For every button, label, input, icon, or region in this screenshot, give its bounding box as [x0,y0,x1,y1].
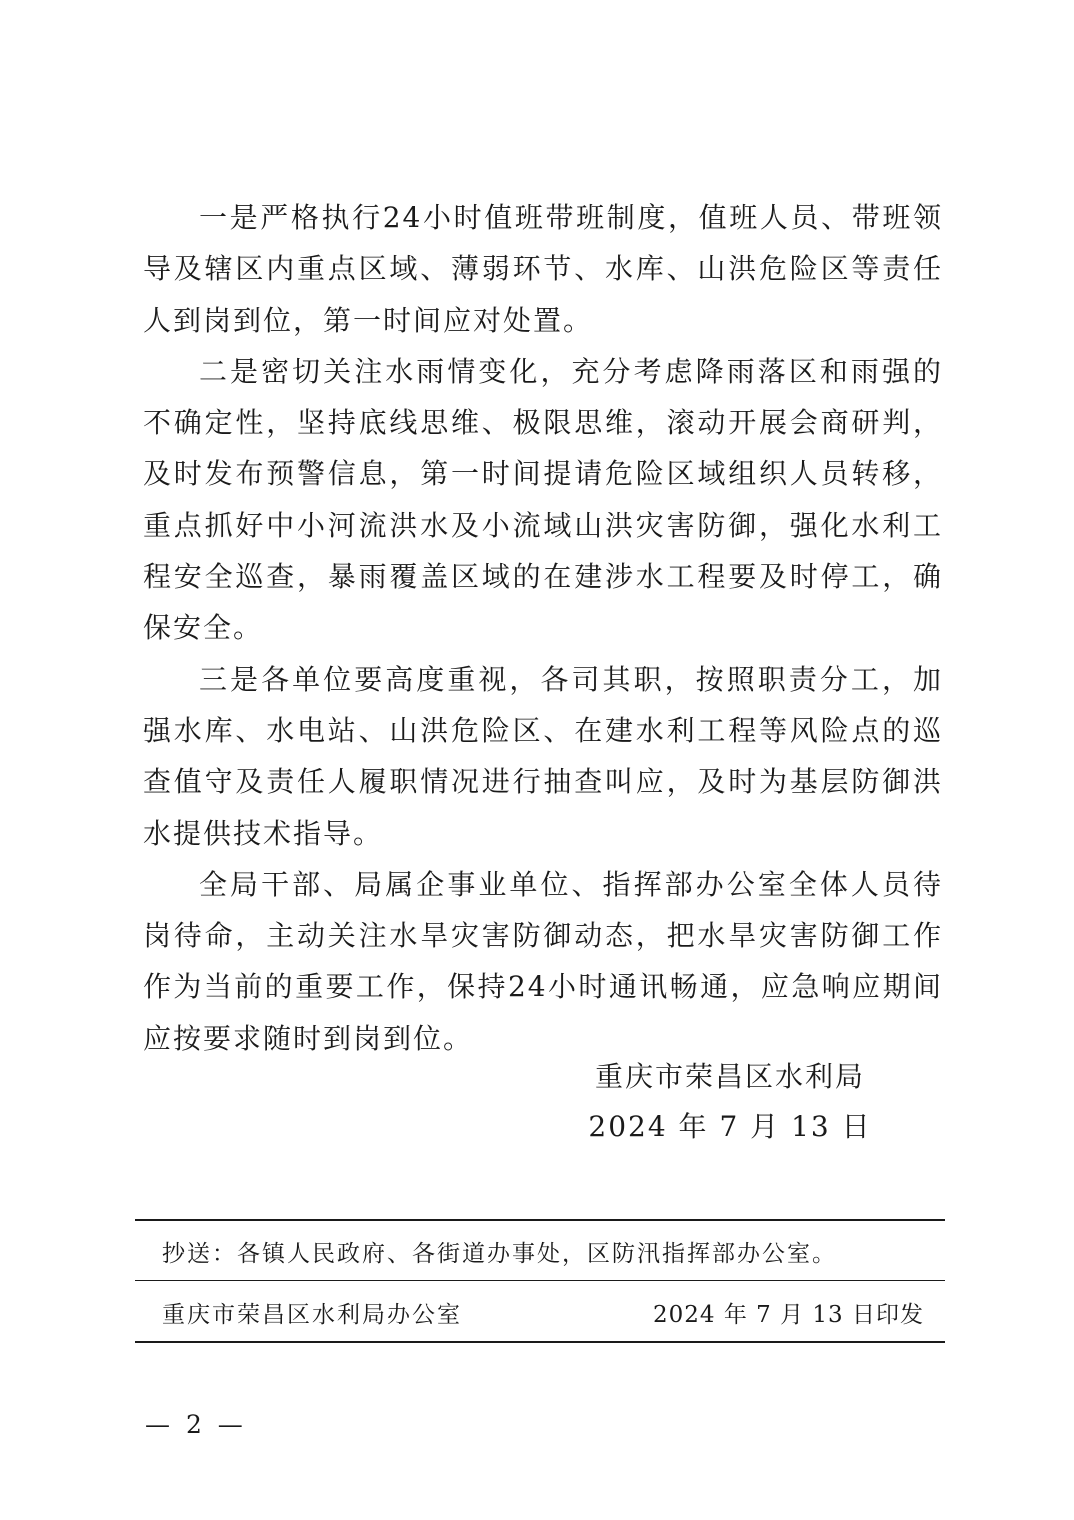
issuing-office: 重庆市荣昌区水利局办公室 [162,1302,462,1328]
paragraph-weather-monitoring: 二是密切关注水雨情变化，充分考虑降雨落区和雨强的不确定性，坚持底线思维、极限思维，滚动开展会商研判，及时发布预警信息，第一时间提请危险区域组织人员转移，重点抓好中小河流洪水及小流域山洪灾害防御，强化水利工程安全巡查，暴雨覆盖区域的在建涉水工程要及时停工，确保安全。 [143,354,943,645]
paragraph-unit-responsibility: 三是各单位要高度重视，各司其职，按照职责分工，加强水库、水电站、山洪危险区、在建水利工程等风险点的巡查值守及责任人履职情况进行抽查叫应，及时为基层防御洪水提供技术指导。 [143,662,943,850]
paragraph-staff-standby: 全局干部、局属企事业单位、指挥部办公室全体人员待岗待命，主动关注水旱灾害防御动态，把水旱灾害防御工作作为当前的重要工作，保持24小时通讯畅通，应急响应期间应按要求随时到岗到位。 [143,867,943,1055]
footer-bottom-rule [135,1341,945,1343]
document-body [143,192,943,1064]
page-number: — 2 — [145,1410,247,1439]
footer-top-rule [135,1219,945,1221]
issue-date: 2024 年 7 月 13 日印发 [653,1302,924,1328]
signature-date: 2024 年 7 月 13 日 [588,1110,872,1143]
footer-middle-rule [135,1280,945,1281]
cc-recipients: 抄送：各镇人民政府、各街道办事处，区防汛指挥部办公室。 [162,1241,837,1267]
paragraph-duty-system: 一是严格执行24小时值班带班制度，值班人员、带班领导及辖区内重点区域、薄弱环节、水库、山洪危险区等责任人到岗到位，第一时间应对处置。 [143,201,943,337]
signature-organization: 重庆市荣昌区水利局 [594,1060,865,1093]
